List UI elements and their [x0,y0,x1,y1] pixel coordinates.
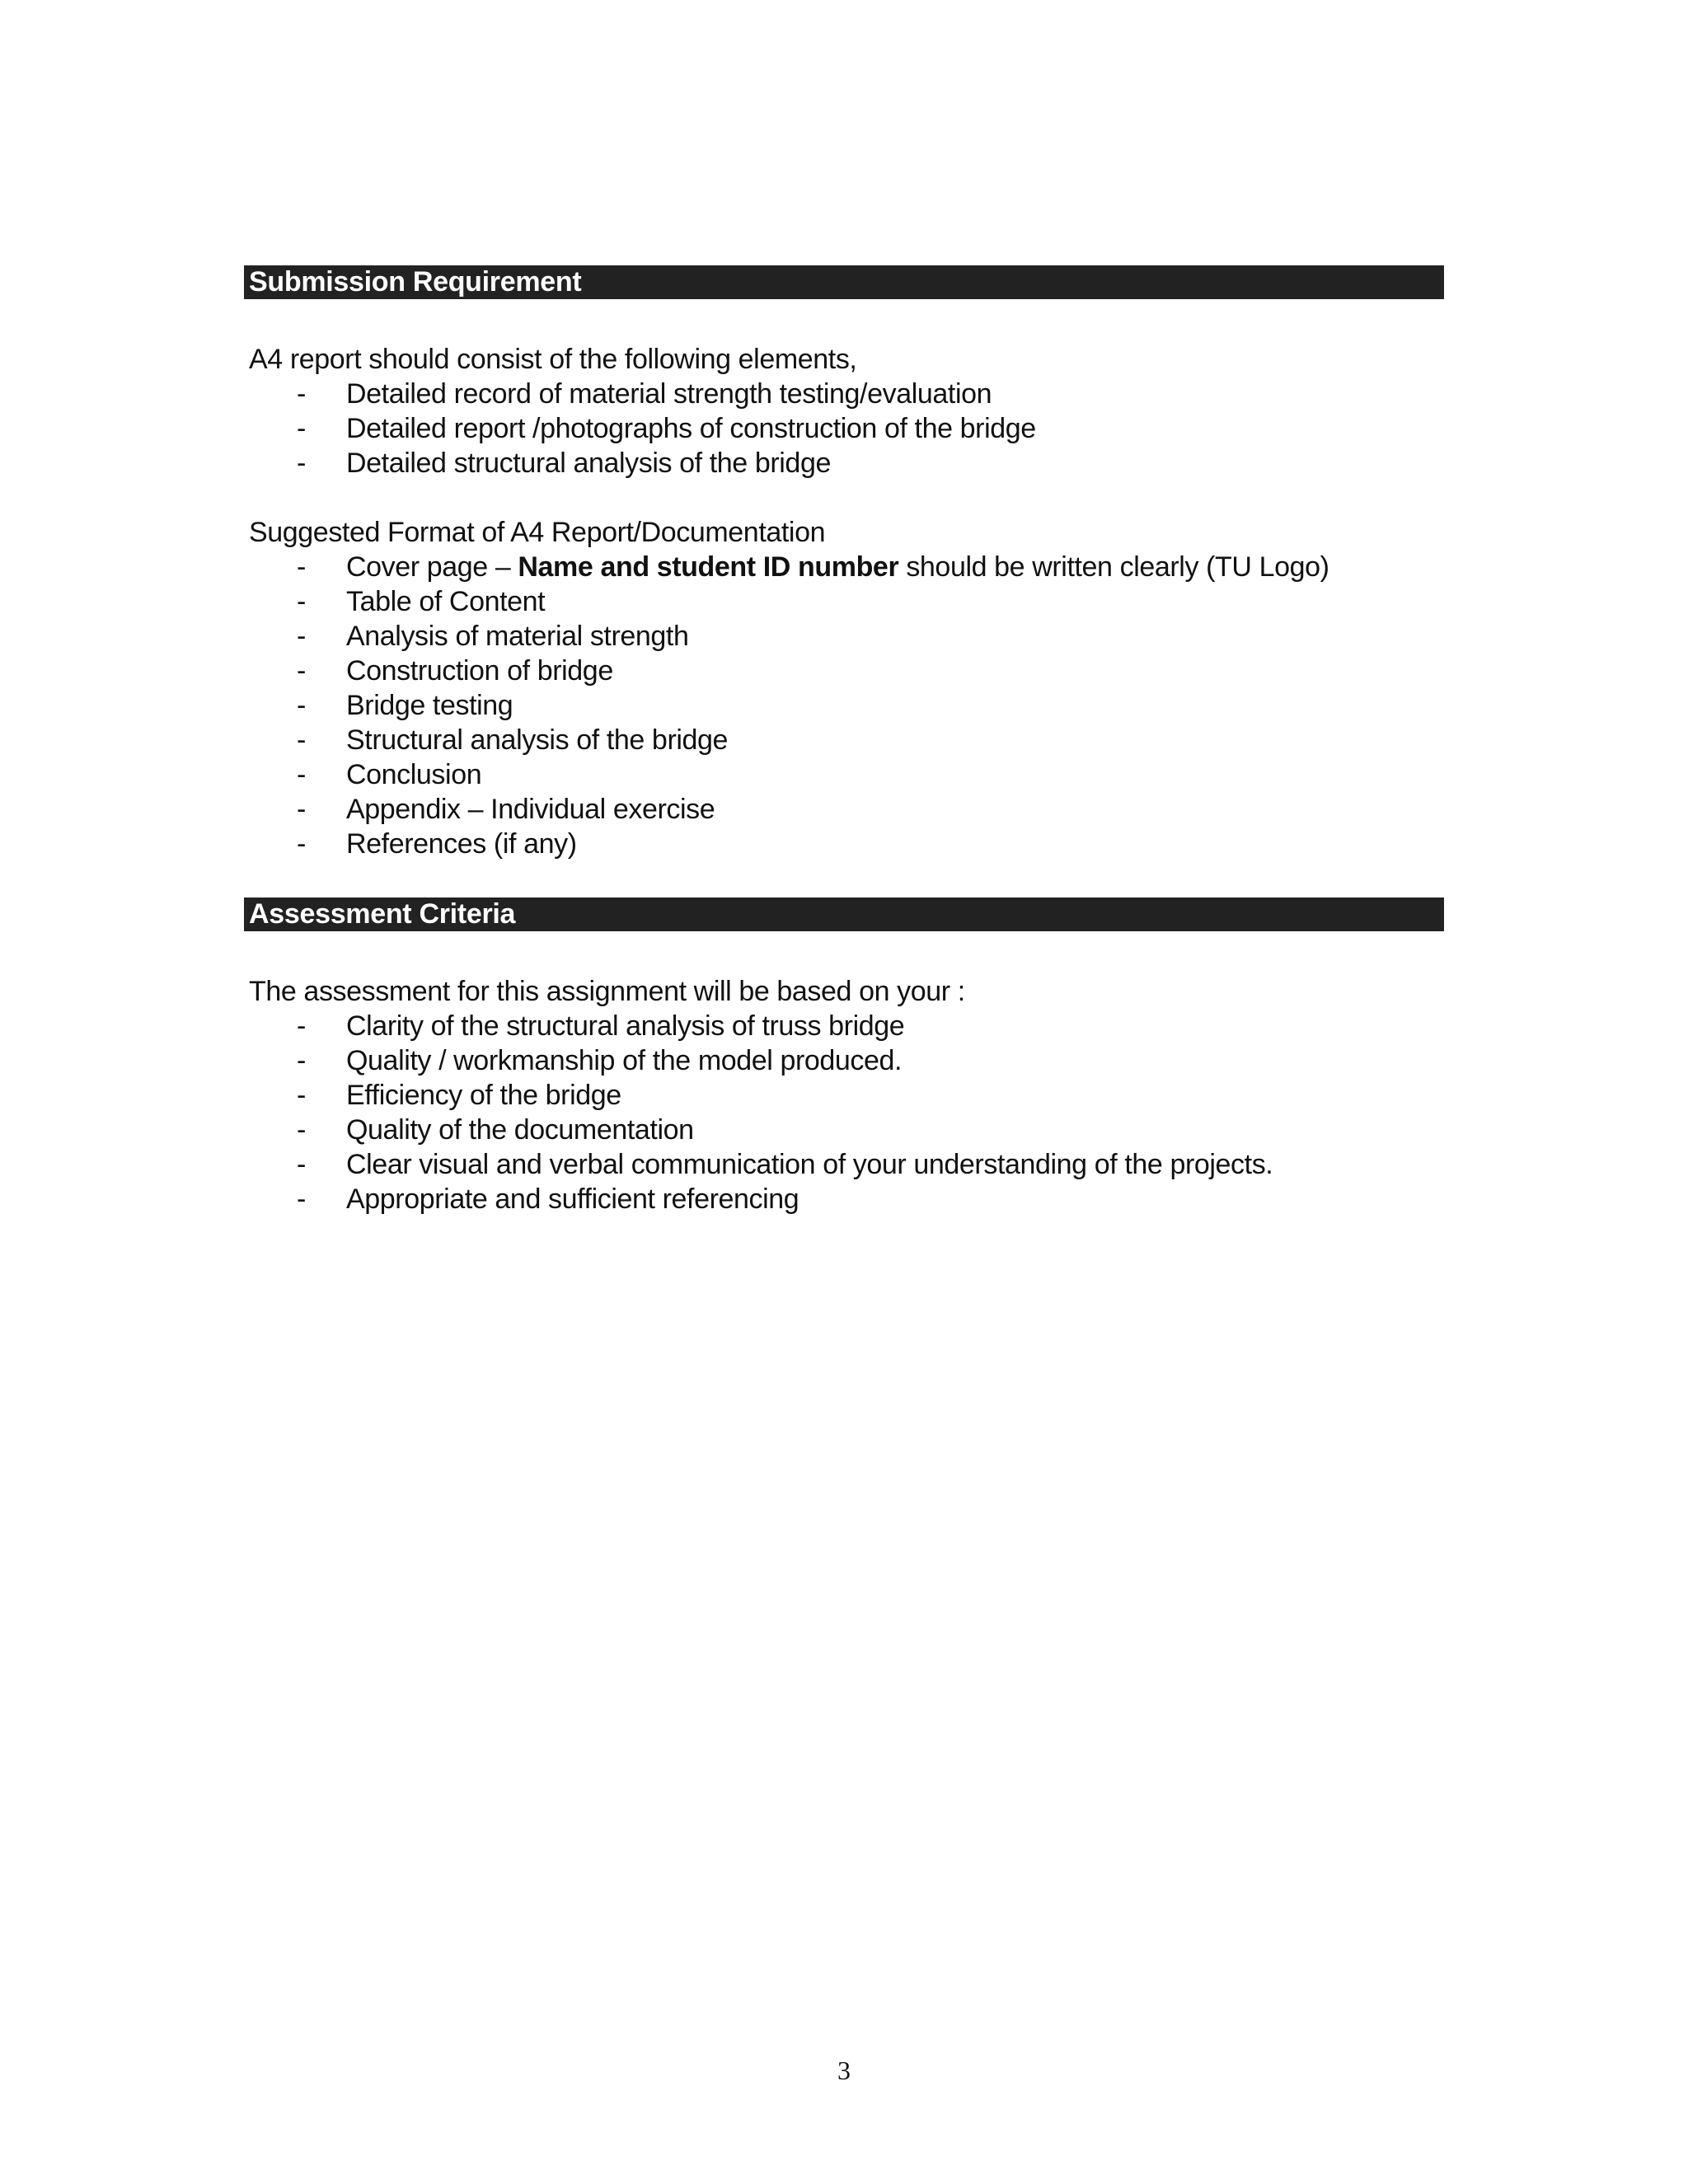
bullet-dash: - [297,551,306,583]
bullet-dash: - [297,828,306,860]
list-item: - Appendix – Individual exercise [297,794,715,825]
list-item: - Detailed report /photographs of construction of the bridge [297,413,1036,444]
list-item: - Clarity of the structural analysis of truss bridge [297,1010,905,1042]
bullet-dash: - [297,759,306,790]
submission-intro: A4 report should consist of the following elements, [249,344,857,375]
assessment-criteria-list [244,1009,1444,1216]
list-item: - References (if any) [297,828,577,860]
bullet-dash: - [297,690,306,721]
list-item: - Conclusion [297,759,482,790]
bullet-dash: - [297,794,306,825]
bullet-dash: - [297,1149,306,1180]
bullet-dash: - [297,586,306,617]
list-item: - Detailed structural analysis of the bridge [297,448,831,479]
list-item: - Structural analysis of the bridge [297,724,729,756]
list-item: - Bridge testing [297,690,513,721]
bullet-dash: - [297,378,306,410]
list-item: - Clear visual and verbal communication of your understanding of the projects. [297,1149,1273,1180]
bullet-dash: - [297,1183,306,1215]
list-item: - Appropriate and sufficient referencing [297,1183,799,1215]
assessment-section [244,898,1444,1216]
bullet-dash: - [297,1045,306,1076]
assessment-heading: Assessment Criteria [244,898,1444,931]
submission-section [244,265,1444,861]
list-item: - Quality of the documentation [297,1114,694,1146]
bullet-dash: - [297,621,306,652]
bullet-dash: - [297,1010,306,1042]
list-item: - Cover page – Name and student ID number should be written clearly (TU Logo) [297,551,1329,583]
list-item: - Table of Content [297,586,546,617]
bullet-dash: - [297,655,306,687]
list-item: - Analysis of material strength [297,621,689,652]
submission-elements-list [244,377,1444,480]
format-intro: Suggested Format of A4 Report/Documentation [249,517,826,548]
list-item: - Detailed record of material strength testing/evaluation [297,378,992,410]
emphasis-text: Name and student ID number [518,551,899,583]
format-list [244,550,1444,861]
bullet-dash: - [297,1114,306,1146]
bullet-dash: - [297,413,306,444]
bullet-dash: - [297,1080,306,1111]
list-item: - Quality / workmanship of the model produced. [297,1045,903,1076]
bullet-dash: - [297,448,306,479]
submission-heading: Submission Requirement [244,265,1444,299]
list-item: - Construction of bridge [297,655,613,687]
list-item: - Efficiency of the bridge [297,1080,621,1111]
assessment-intro: The assessment for this assignment will be based on your : [249,976,965,1007]
page-number: 3 [837,2055,851,2085]
bullet-dash: - [297,724,306,756]
